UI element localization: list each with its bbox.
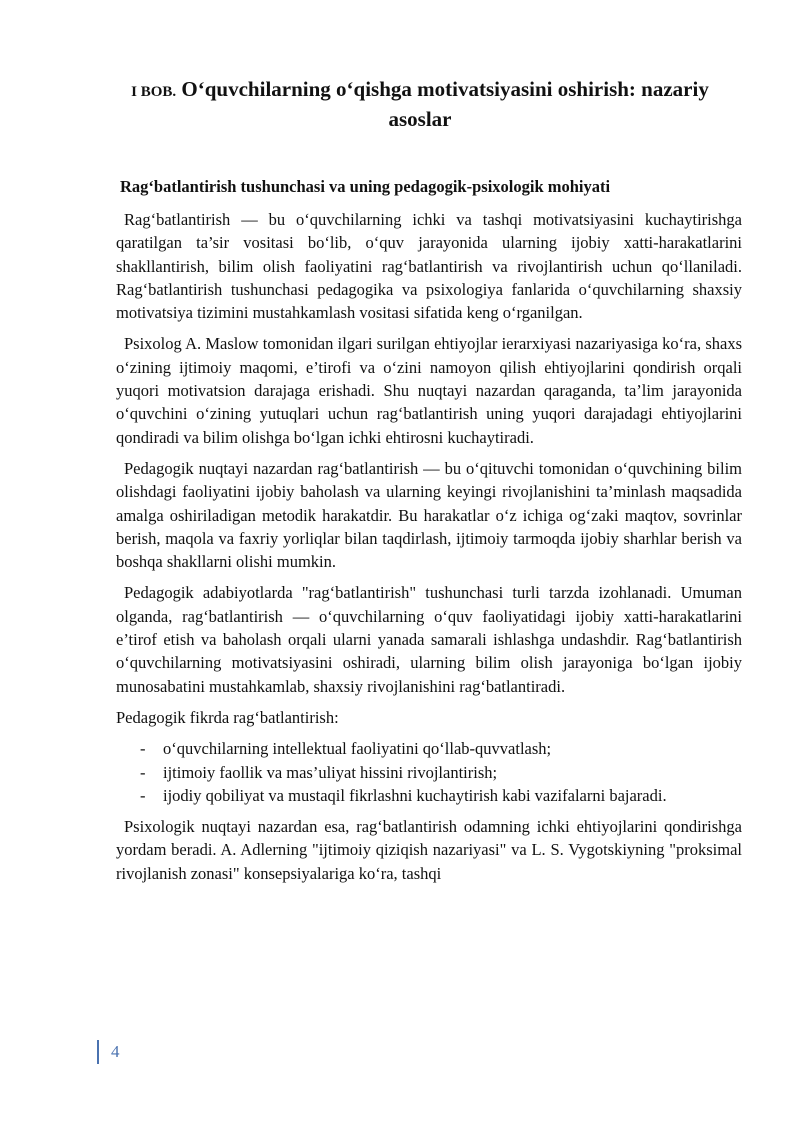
list-item-text: o‘quvchilarning intellektual faoliyatini qo‘llab-quvvatlash; bbox=[163, 739, 552, 759]
page-number: 4 bbox=[111, 1042, 120, 1061]
bullet-list bbox=[116, 737, 742, 807]
paragraph-maslow: Psixolog A. Maslow tomonidan ilgari surilgan ehtiyojlar ierarxiyasi nazariyasiga ko‘ra, shaxs o‘zining ijtimoiy maqomi, e’tirofi va o‘zini namoyon qilish ehtiyojlarini qondirish orqali yuqori motivatsion darajaga erishadi. Shu nuqtayi nazardan qaraganda, ta’lim jarayonida o‘quvchini o‘zining yutuqlari uchun rag‘batlantirish uning yuqori darajadagi ehtiyojlarini qondiradi va bilim olishga bo‘lgan ichki ehtirosni kuchaytiradi. bbox=[116, 334, 742, 447]
bullet-dash: - bbox=[140, 785, 146, 805]
chapter-title bbox=[115, 76, 725, 133]
paragraph-pedagogical-view: Pedagogik nuqtayi nazardan rag‘batlantirish — bu o‘qituvchi tomonidan o‘quvchining bilim olishdagi faoliyatini ijobiy baholash va ularning keyingi rivojlanishini ta’minlash maqsadida amalga oshiriladigan metodik harakatdir. Bu harakatlar o‘z ichiga og‘zaki maqtov, sovrinlar berish, maqola va faxriy yorliqlar bilan taqdirlash, ijtimoiy tarmoqda ijobiy sharhlar berish va boshqa shakllarni olishi mumkin. bbox=[116, 458, 742, 572]
section-title: Rag‘batlantirish tushunchasi va uning pedagogik-psixologik mohiyati bbox=[120, 177, 611, 196]
list-item bbox=[116, 737, 742, 760]
paragraph-literature: Pedagogik adabiyotlarda "rag‘batlantirish" tushunchasi turli tarzda izohlanadi. Umuman olganda, rag‘batlantirish — o‘quvchilarning o‘quv faoliyatidagi ijobiy xatti-harakatlarini e’tirof etish va baholash orqali ularni yanada samarali ishlashga undashdir. Rag‘batlantirish o‘quvchilarning motivatsiyasini oshiradi, ularning bilim olish jarayoniga bo‘lgan ijobiy munosabatini mustahkamlab, shaxsiy rivojlanishini rag‘batlantiradi. bbox=[116, 583, 742, 696]
bullet-dash: - bbox=[140, 762, 146, 782]
page-footer bbox=[97, 1040, 120, 1064]
list-item-text: ijtimoiy faollik va mas’uliyat hissini rivojlantirish; bbox=[163, 762, 498, 782]
chapter-label: I BOB. bbox=[131, 84, 177, 100]
list-item-text: ijodiy qobiliyat va mustaqil fikrlashni kuchaytirish kabi vazifalarni bajaradi. bbox=[163, 785, 667, 805]
paragraph-psychological-view: Psixologik nuqtayi nazardan esa, rag‘batlantirish odamning ichki ehtiyojlarini qondirishga yordam beradi. A. Adlerning "ijtimoiy qiziqish nazariyasi" va L. S. Vygotskiyning "proksimal rivojlanish zonasi" konsepsiyalariga ko‘ra, tashqi bbox=[116, 817, 742, 883]
paragraph-list-intro: Pedagogik fikrda rag‘batlantirish: bbox=[116, 707, 339, 727]
list-item bbox=[116, 784, 742, 807]
list-item bbox=[116, 761, 742, 784]
chapter-title-text: O‘quvchilarning o‘qishga motivatsiyasini oshirish: nazariy asoslar bbox=[181, 77, 709, 131]
bullet-dash: - bbox=[140, 739, 146, 759]
document-body bbox=[116, 208, 742, 893]
paragraph-definition: Rag‘batlantirish — bu o‘quvchilarning ichki va tashqi motivatsiyasini kuchaytirishga qaratilgan ta’sir vositasi bo‘lib, o‘quv jarayonida ularning ijobiy xatti-harakatlarini shakllantirish, bilim olish faoliyatini rag‘batlantirish va rivojlantirish uchun qo‘llaniladi. Rag‘batlantirish tushunchasi pedagogika va psixologiya fanlarida o‘quvchilarning shaxsiy motivatsiya tizimini mustahkamlash vositasi sifatida keng o‘rganilgan. bbox=[116, 210, 742, 323]
